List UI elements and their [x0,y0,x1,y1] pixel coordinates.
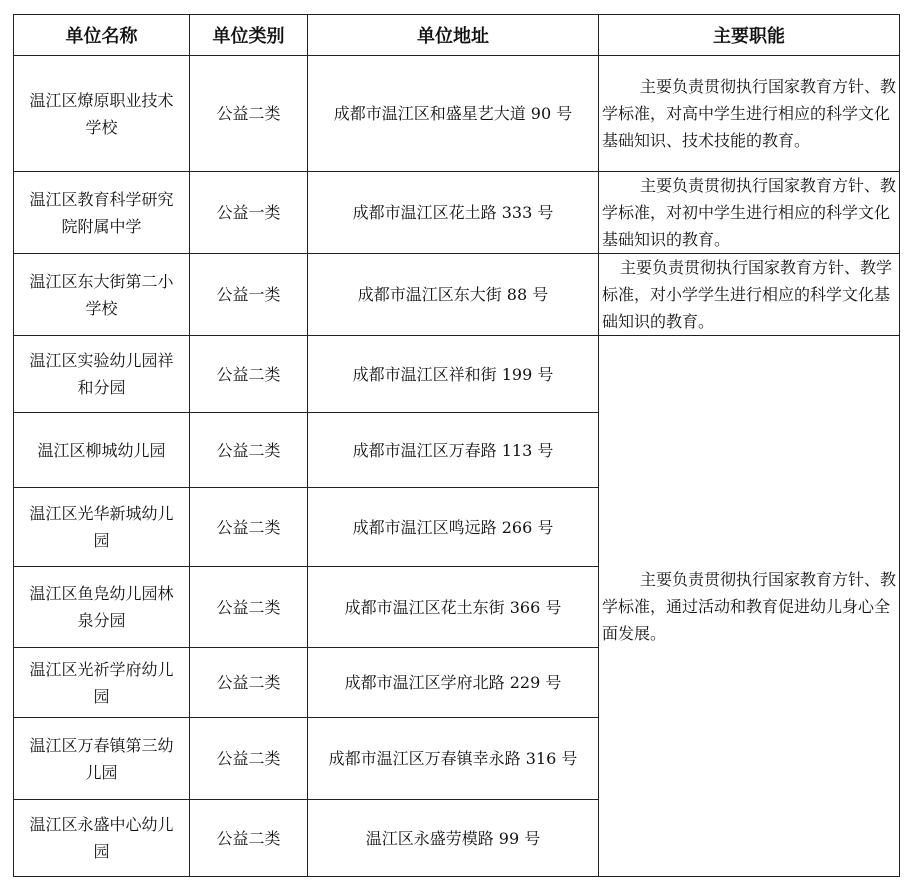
unit-name: 温江区鱼凫幼儿园林泉分园 [14,567,190,648]
unit-function [599,254,900,336]
function-text: 主要负责贯彻执行国家教育方针、教学标准，通过活动和教育促进幼儿身心全面发展。 [602,569,897,643]
header-row [14,15,900,56]
unit-type: 公益二类 [190,718,308,800]
unit-address: 成都市温江区万春镇幸永路 316 号 [308,718,599,800]
unit-type: 公益二类 [190,567,308,648]
function-text: 主要负责贯彻执行国家教育方针、教学标准，对高中学生进行相应的科学文化基础知识、技术技能的教育。 [602,77,897,150]
table-row [14,56,900,172]
unit-address: 成都市温江区学府北路 229 号 [308,648,599,718]
unit-address: 成都市温江区万春路 113 号 [308,413,599,488]
unit-function [599,336,900,877]
unit-name: 温江区光祈学府幼儿园 [14,648,190,718]
unit-name: 温江区东大街第二小学校 [14,254,190,336]
header-address: 单位地址 [308,15,599,56]
unit-address: 成都市温江区祥和街 199 号 [308,336,599,413]
unit-name: 温江区柳城幼儿园 [14,413,190,488]
unit-name: 温江区燎原职业技术学校 [14,56,190,172]
unit-function [599,172,900,254]
unit-type: 公益二类 [190,800,308,877]
unit-address: 成都市温江区花土路 333 号 [308,172,599,254]
header-function: 主要职能 [599,15,900,56]
header-type: 单位类别 [190,15,308,56]
function-text: 主要负责贯彻执行国家教育方针、教学标准，对小学学生进行相应的科学文化基础知识的教育。 [602,258,893,331]
unit-address: 温江区永盛劳模路 99 号 [308,800,599,877]
unit-type: 公益二类 [190,488,308,567]
table-row [14,172,900,254]
unit-address: 成都市温江区花土东街 366 号 [308,567,599,648]
unit-type: 公益二类 [190,413,308,488]
header-name: 单位名称 [14,15,190,56]
function-text: 主要负责贯彻执行国家教育方针、教学标准，对初中学生进行相应的科学文化基础知识的教育。 [602,176,897,249]
unit-address: 成都市温江区和盛星艺大道 90 号 [308,56,599,172]
unit-name: 温江区教育科学研究院附属中学 [14,172,190,254]
unit-name: 温江区光华新城幼儿园 [14,488,190,567]
unit-type: 公益二类 [190,648,308,718]
units-table [13,14,900,877]
unit-name: 温江区万春镇第三幼儿园 [14,718,190,800]
table-row [14,254,900,336]
unit-name: 温江区实验幼儿园祥和分园 [14,336,190,413]
unit-type: 公益一类 [190,254,308,336]
unit-type: 公益二类 [190,56,308,172]
unit-address: 成都市温江区鸣远路 266 号 [308,488,599,567]
table-row [14,336,900,413]
unit-function [599,56,900,172]
unit-address: 成都市温江区东大街 88 号 [308,254,599,336]
unit-name: 温江区永盛中心幼儿园 [14,800,190,877]
unit-type: 公益一类 [190,172,308,254]
unit-type: 公益二类 [190,336,308,413]
